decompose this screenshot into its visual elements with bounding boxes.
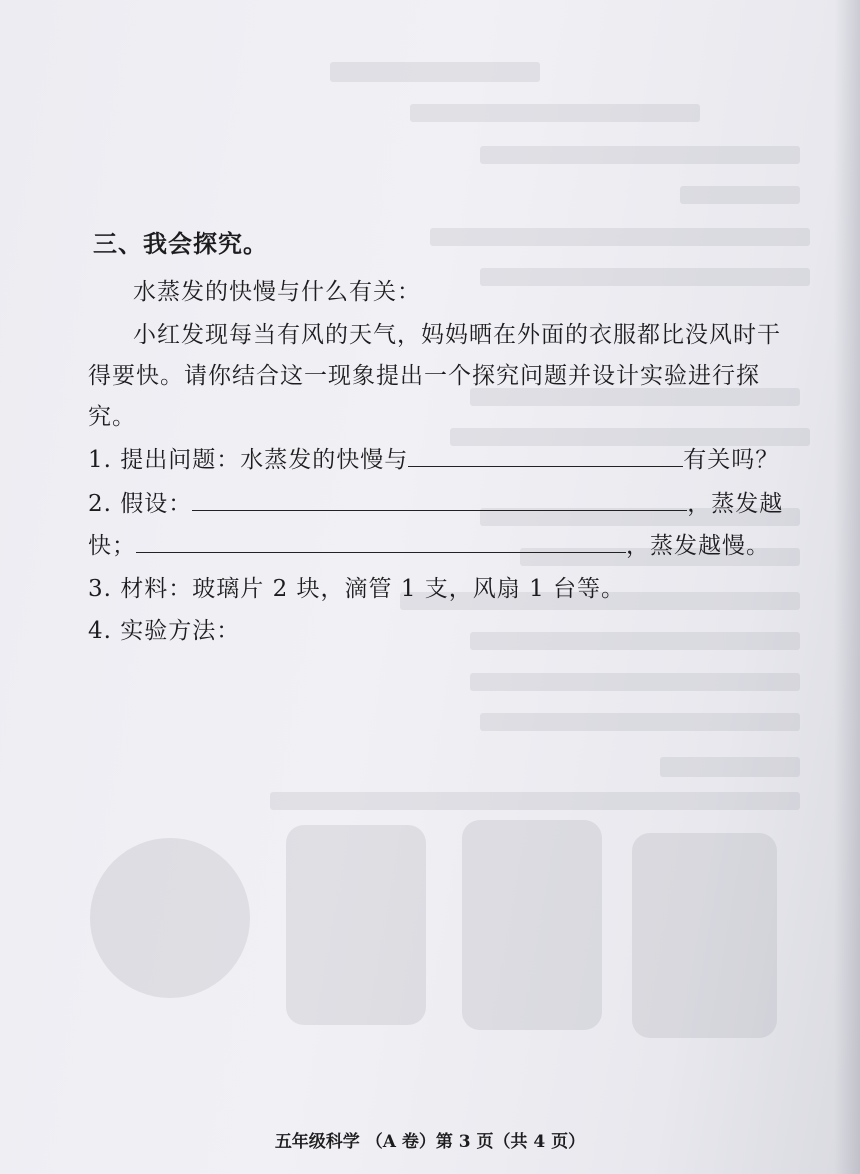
answer-blank-2b[interactable] <box>136 530 626 553</box>
question-1-suffix: 有关吗？ <box>683 447 780 473</box>
bleed-through-text <box>430 228 810 246</box>
intro-line: 得要快。请你结合这一现象提出一个探究问题并设计实验进行探 <box>88 363 760 389</box>
topic-line: 水蒸发的快慢与什么有关： <box>133 279 421 305</box>
intro-line: 究。 <box>88 404 136 430</box>
bleed-through-text <box>480 713 800 731</box>
bleed-through-image <box>632 833 777 1038</box>
question-2 <box>88 485 783 518</box>
question-4: 4. 实验方法： <box>88 618 241 644</box>
question-1 <box>88 441 779 474</box>
question-2b-suffix: ，蒸发越慢。 <box>626 533 770 559</box>
bleed-through-text <box>470 388 800 406</box>
question-2b-prefix: 快； <box>88 533 136 559</box>
answer-blank-2a[interactable] <box>192 488 687 511</box>
answer-blank-1[interactable] <box>408 444 683 467</box>
question-2-suffix: ，蒸发越 <box>687 491 784 517</box>
bleed-through-text <box>480 146 800 164</box>
section-heading: 三、我会探究。 <box>93 229 268 258</box>
intro-line: 小红发现每当有风的天气，妈妈晒在外面的衣服都比没风时干 <box>133 322 781 348</box>
bleed-through-text <box>480 268 810 286</box>
bleed-through-text <box>270 792 800 810</box>
bleed-through-text <box>470 632 800 650</box>
question-2-prefix: 2. 假设： <box>88 491 193 517</box>
bleed-through-image <box>286 825 426 1025</box>
bleed-through-text <box>680 186 800 204</box>
bleed-through-image <box>462 820 602 1030</box>
bleed-through-text <box>660 757 800 777</box>
bleed-through-text <box>470 673 800 691</box>
bleed-through-image <box>90 838 250 998</box>
question-3: 3. 材料：玻璃片 2 块，滴管 1 支，风扇 1 台等。 <box>88 576 626 602</box>
question-2-continued <box>88 527 770 560</box>
bleed-through-text <box>410 104 700 122</box>
question-1-prefix: 1. 提出问题：水蒸发的快慢与 <box>88 447 409 473</box>
page-edge-shadow <box>834 0 860 1174</box>
bleed-through-text <box>330 62 540 82</box>
page-footer: 五年级科学 （A 卷）第 3 页（共 4 页） <box>274 1132 586 1152</box>
